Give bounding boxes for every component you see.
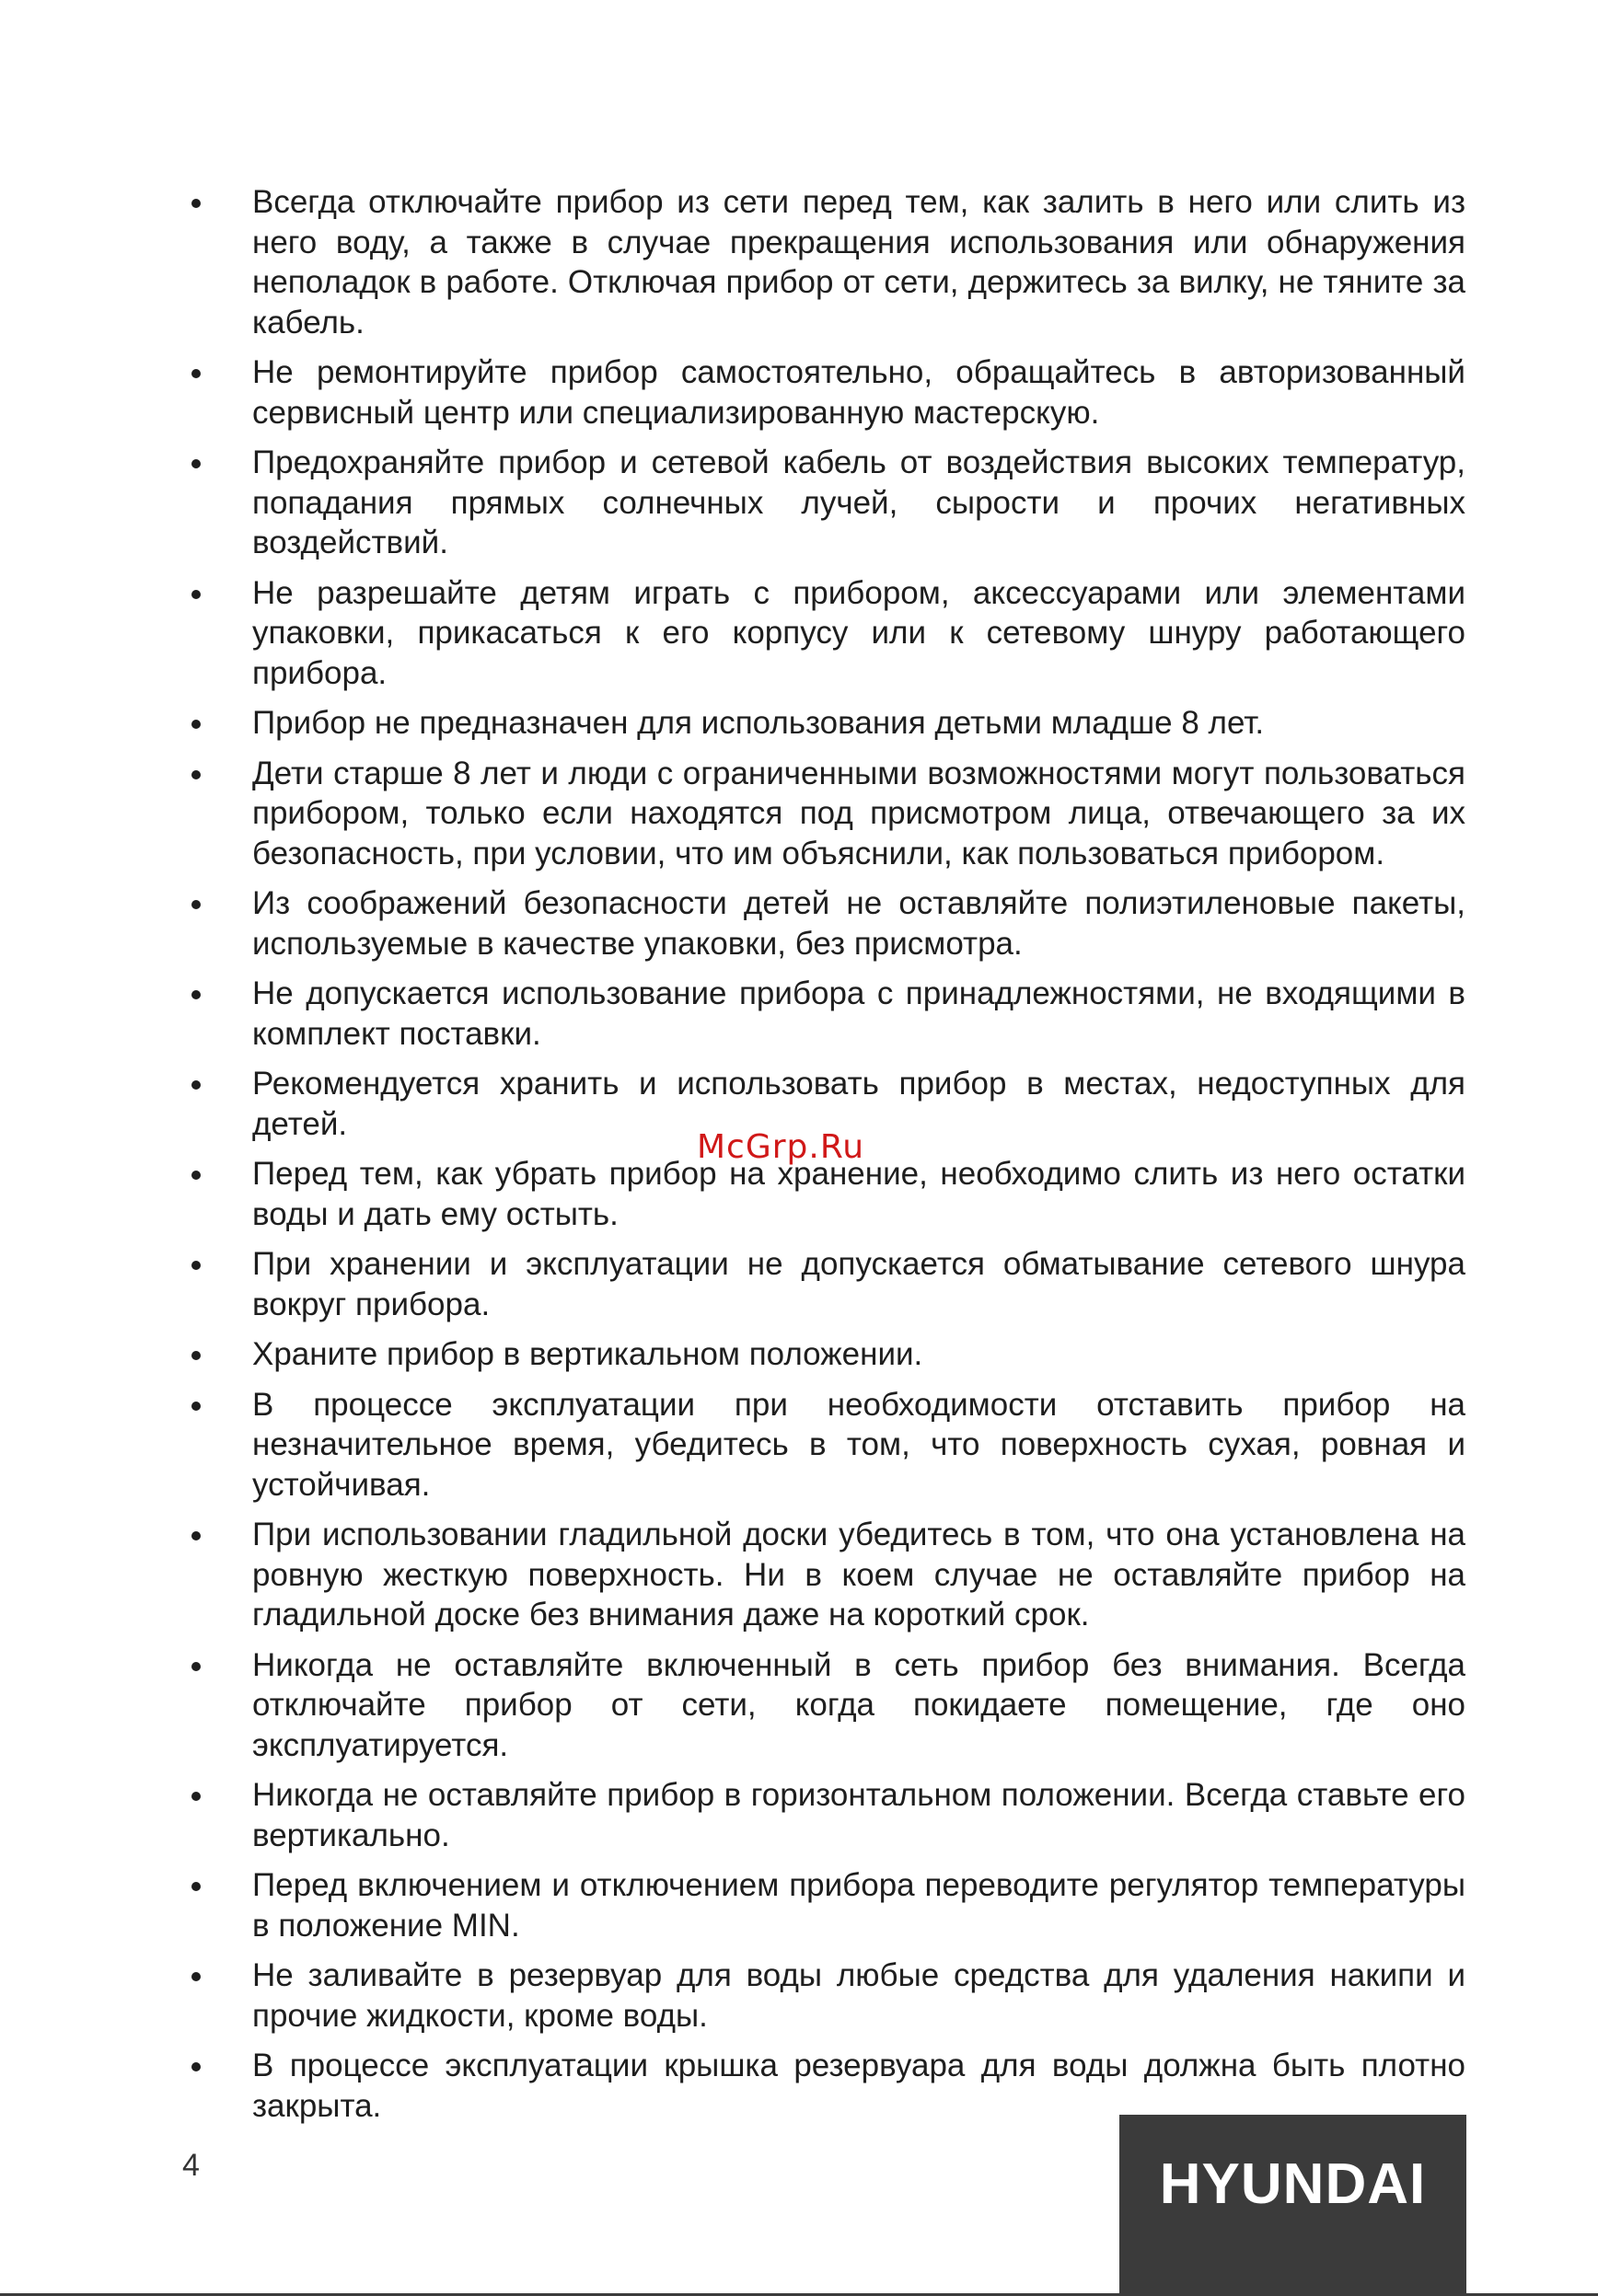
list-item-text: Храните прибор в вертикальном положении. [252,1336,923,1372]
list-item-text: Не заливайте в резервуар для воды любые средства для удаления накипи и прочие жидкости, кроме воды. [252,1957,1465,2034]
list-item [184,1154,1465,1234]
bullet-icon [191,1531,201,1540]
list-item-text: Не разрешайте детям играть с прибором, аксессуарами или элементами упаковки, прикасаться к его корпусу или к сетевому шнуру работающего прибора. [252,574,1465,691]
bullet-icon [191,199,201,208]
bullet-icon [191,770,201,779]
bullet-icon [191,1882,201,1891]
list-item [184,883,1465,963]
bullet-icon [191,1261,201,1270]
bullet-icon [191,720,201,729]
list-item [184,1334,1465,1375]
list-item-text: Перед включением и отключением прибора переводите регулятор температуры в положение MIN. [252,1867,1465,1944]
list-item-text: Прибор не предназначен для использования детьми младше 8 лет. [252,705,1265,741]
bullet-icon [191,1351,201,1360]
list-item [184,182,1465,342]
list-item [184,352,1465,433]
list-item-text: Из соображений безопасности детей не оставляйте полиэтиленовые пакеты, используемые в качестве упаковки, без присмотра. [252,885,1465,962]
bullet-icon [191,1171,201,1180]
bullet-icon [191,369,201,378]
list-item-text: Никогда не оставляйте прибор в горизонтальном положении. Всегда ставьте его вертикально. [252,1777,1465,1853]
bullet-icon [191,1662,201,1671]
list-item [184,974,1465,1054]
list-item [184,573,1465,694]
bullet-icon [191,1792,201,1801]
list-item [184,1956,1465,2036]
list-item-text: При использовании гладильной доски убедитесь в том, что она установлена на ровную жесткую поверхность. Ни в коем случае не оставляйте прибор на гладильной доске без внимания даже на короткий срок. [252,1517,1465,1633]
list-item [184,754,1465,874]
brand-logo [1119,2115,1466,2296]
list-item [184,1645,1465,1766]
bullet-icon [191,1080,201,1090]
list-item-text: Предохраняйте прибор и сетевой кабель от воздействия высоких температур, попадания прямых солнечных лучей, сырости и прочих негативных воздействий. [252,444,1465,560]
bullet-icon [191,459,201,468]
list-item-text: В процессе эксплуатации при необходимости отставить прибор на незначительное время, убедитесь в том, что поверхность сухая, ровная и устойчивая. [252,1386,1465,1503]
bullet-icon [191,990,201,999]
brand-logo-text: HYUNDAI [1159,2152,1427,2216]
list-item [184,443,1465,563]
bullet-icon [191,2062,201,2071]
list-item [184,1775,1465,1855]
list-item [184,1244,1465,1324]
list-item-text: Никогда не оставляйте включенный в сеть прибор без внимания. Всегда отключайте прибор от сети, когда покидаете помещение, где оно эксплуатируется. [252,1646,1465,1763]
list-item-text: В процессе эксплуатации крышка резервуара для воды должна быть плотно закрыта. [252,2048,1465,2124]
list-item-text: Дети старше 8 лет и люди с ограниченными возможностями могут пользоваться прибором, только если находятся под присмотром лица, отвечающего за их безопасность, при условии, что им объяснили, как пользоваться прибором. [252,755,1465,871]
list-item-text: Рекомендуется хранить и использовать прибор в местах, недоступных для детей. [252,1066,1465,1142]
list-item-text: При хранении и эксплуатации не допускается обматывание сетевого шнура вокруг прибора. [252,1246,1465,1322]
page-number: 4 [182,2148,200,2183]
watermark-text: McGrp.Ru [697,1128,865,1166]
list-item [184,2046,1465,2126]
list-item-text: Всегда отключайте прибор из сети перед тем, как залить в него или слить из него воду, а также в случае прекращения использования или обнаружения неполадок в работе. Отключая прибор от сети, держитесь за вилку, не тяните за кабель. [252,184,1465,340]
list-item [184,703,1465,744]
list-item-text: Не допускается использование прибора с принадлежностями, не входящими в комплект поставки. [252,975,1465,1052]
list-item [184,1515,1465,1635]
bullet-icon [191,900,201,909]
list-item [184,1865,1465,1945]
list-item-text: Перед тем, как убрать прибор на хранение, необходимо слить из него остатки воды и дать ему остыть. [252,1156,1465,1232]
bullet-icon [191,1402,201,1411]
bullet-icon [191,1972,201,1981]
list-item-text: Не ремонтируйте прибор самостоятельно, обращайтесь в авторизованный сервисный центр или специализированную мастерскую. [252,354,1465,431]
bullet-icon [191,590,201,599]
list-item [184,1385,1465,1506]
